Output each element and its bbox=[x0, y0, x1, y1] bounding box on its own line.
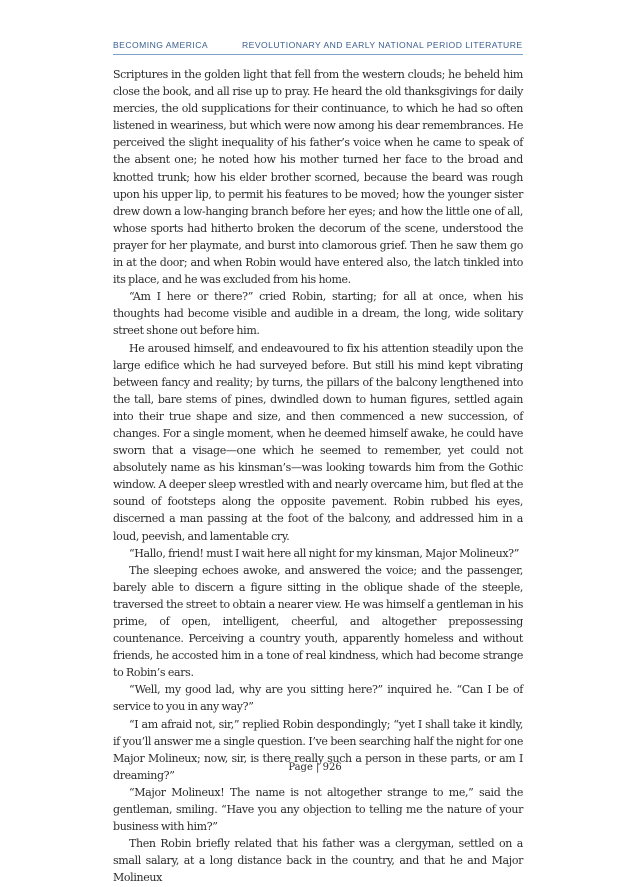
paragraph: “I am afraid not, sir,” replied Robin despondingly; “yet I shall take it kindly, if you’ll answer me a single question. I’ve been searching half the night for one Major Molineux; now, sir, is there really such a person in these parts, or am I dreaming?” bbox=[113, 717, 523, 782]
paragraph: Then Robin briefly related that his father was a clergyman, settled on a small salary, at a long distance back in the country, and that he and Major Molineux bbox=[113, 837, 523, 885]
paragraph: “Well, my good lad, why are you sitting here?” inquired he. “Can I be of service to you in any way?” bbox=[113, 683, 523, 714]
header-divider bbox=[113, 54, 523, 55]
page-number: Page | 926 bbox=[288, 762, 342, 773]
paragraph: “Major Molineux! The name is not altogether strange to me,” said the gentleman, smiling. “Have you any objection to telling me the nature of your business with him?” bbox=[113, 785, 523, 834]
paragraph: “Am I here or there?” cried Robin, starting; for all at once, when his thoughts had become visible and audible in a dream, the long, wide solitary street shone out before him. bbox=[113, 290, 523, 338]
header-section-title: REVOLUTIONARY AND EARLY NATIONAL PERIOD LITERATURE bbox=[242, 40, 523, 50]
paragraph: He aroused himself, and endeavoured to fix his attention steadily upon the large edifice which he had surveyed before. But still his mind kept vibrating between fancy and reality; by turns, the pillars of the balcony lengthened into the tall, bare stems of pines, dwindled down to human figures, settled again into their true shape and size, and then commenced a new succession, of changes. For a single moment, when he deemed himself awake, he could have sworn that a visage—one which he seemed to remember, yet could not absolutely name as his kinsman’s—was looking towards him from the Gothic window. A deeper sleep wrestled with and nearly overcame him, but fled at the sound of footsteps along the opposite pavement. Robin rubbed his eyes, discerned a man passing at the foot of the balcony, and addressed him in a loud, peevish, and lamentable cry. bbox=[113, 341, 523, 543]
running-header bbox=[113, 40, 523, 50]
paragraph: “Hallo, friend! must I wait here all night for my kinsman, Major Molineux?” bbox=[129, 546, 520, 560]
paragraph: The sleeping echoes awoke, and answered the voice; and the passenger, barely able to discern a figure sitting in the oblique shade of the steeple, traversed the street to obtain a nearer view. He was himself a gentleman in his prime, of open, intelligent, cheerful, and altogether prepossessing countenance. Perceiving a country youth, apparently homeless and without friends, he accosted him in a tone of real kindness, which had become strange to Robin’s ears. bbox=[113, 563, 523, 680]
paragraph: Scriptures in the golden light that fell from the western clouds; he beheld him close the book, and all rise up to pray. He heard the old thanksgivings for daily mercies, the old supplications for their continuance, to which he had so often listened in weariness, but which were now among his dear remembrances. He perceived the slight inequality of his father’s voice when he came to speak of the absent one; he noted how his mother turned her face to the broad and knotted trunk; how his elder brother scorned, because the beard was rough upon his upper lip, to permit his features to be moved; how the younger sister drew down a low-hanging branch before her eyes; and how the little one of all, whose sports had hitherto broken the decorum of the scene, understood the prayer for her playmate, and burst into clamorous grief. Then he saw them go in at the door; and when Robin would have entered also, the latch tinkled into its place, and he was excluded from his home. bbox=[113, 68, 523, 287]
header-book-title: BECOMING AMERICA bbox=[113, 40, 209, 50]
